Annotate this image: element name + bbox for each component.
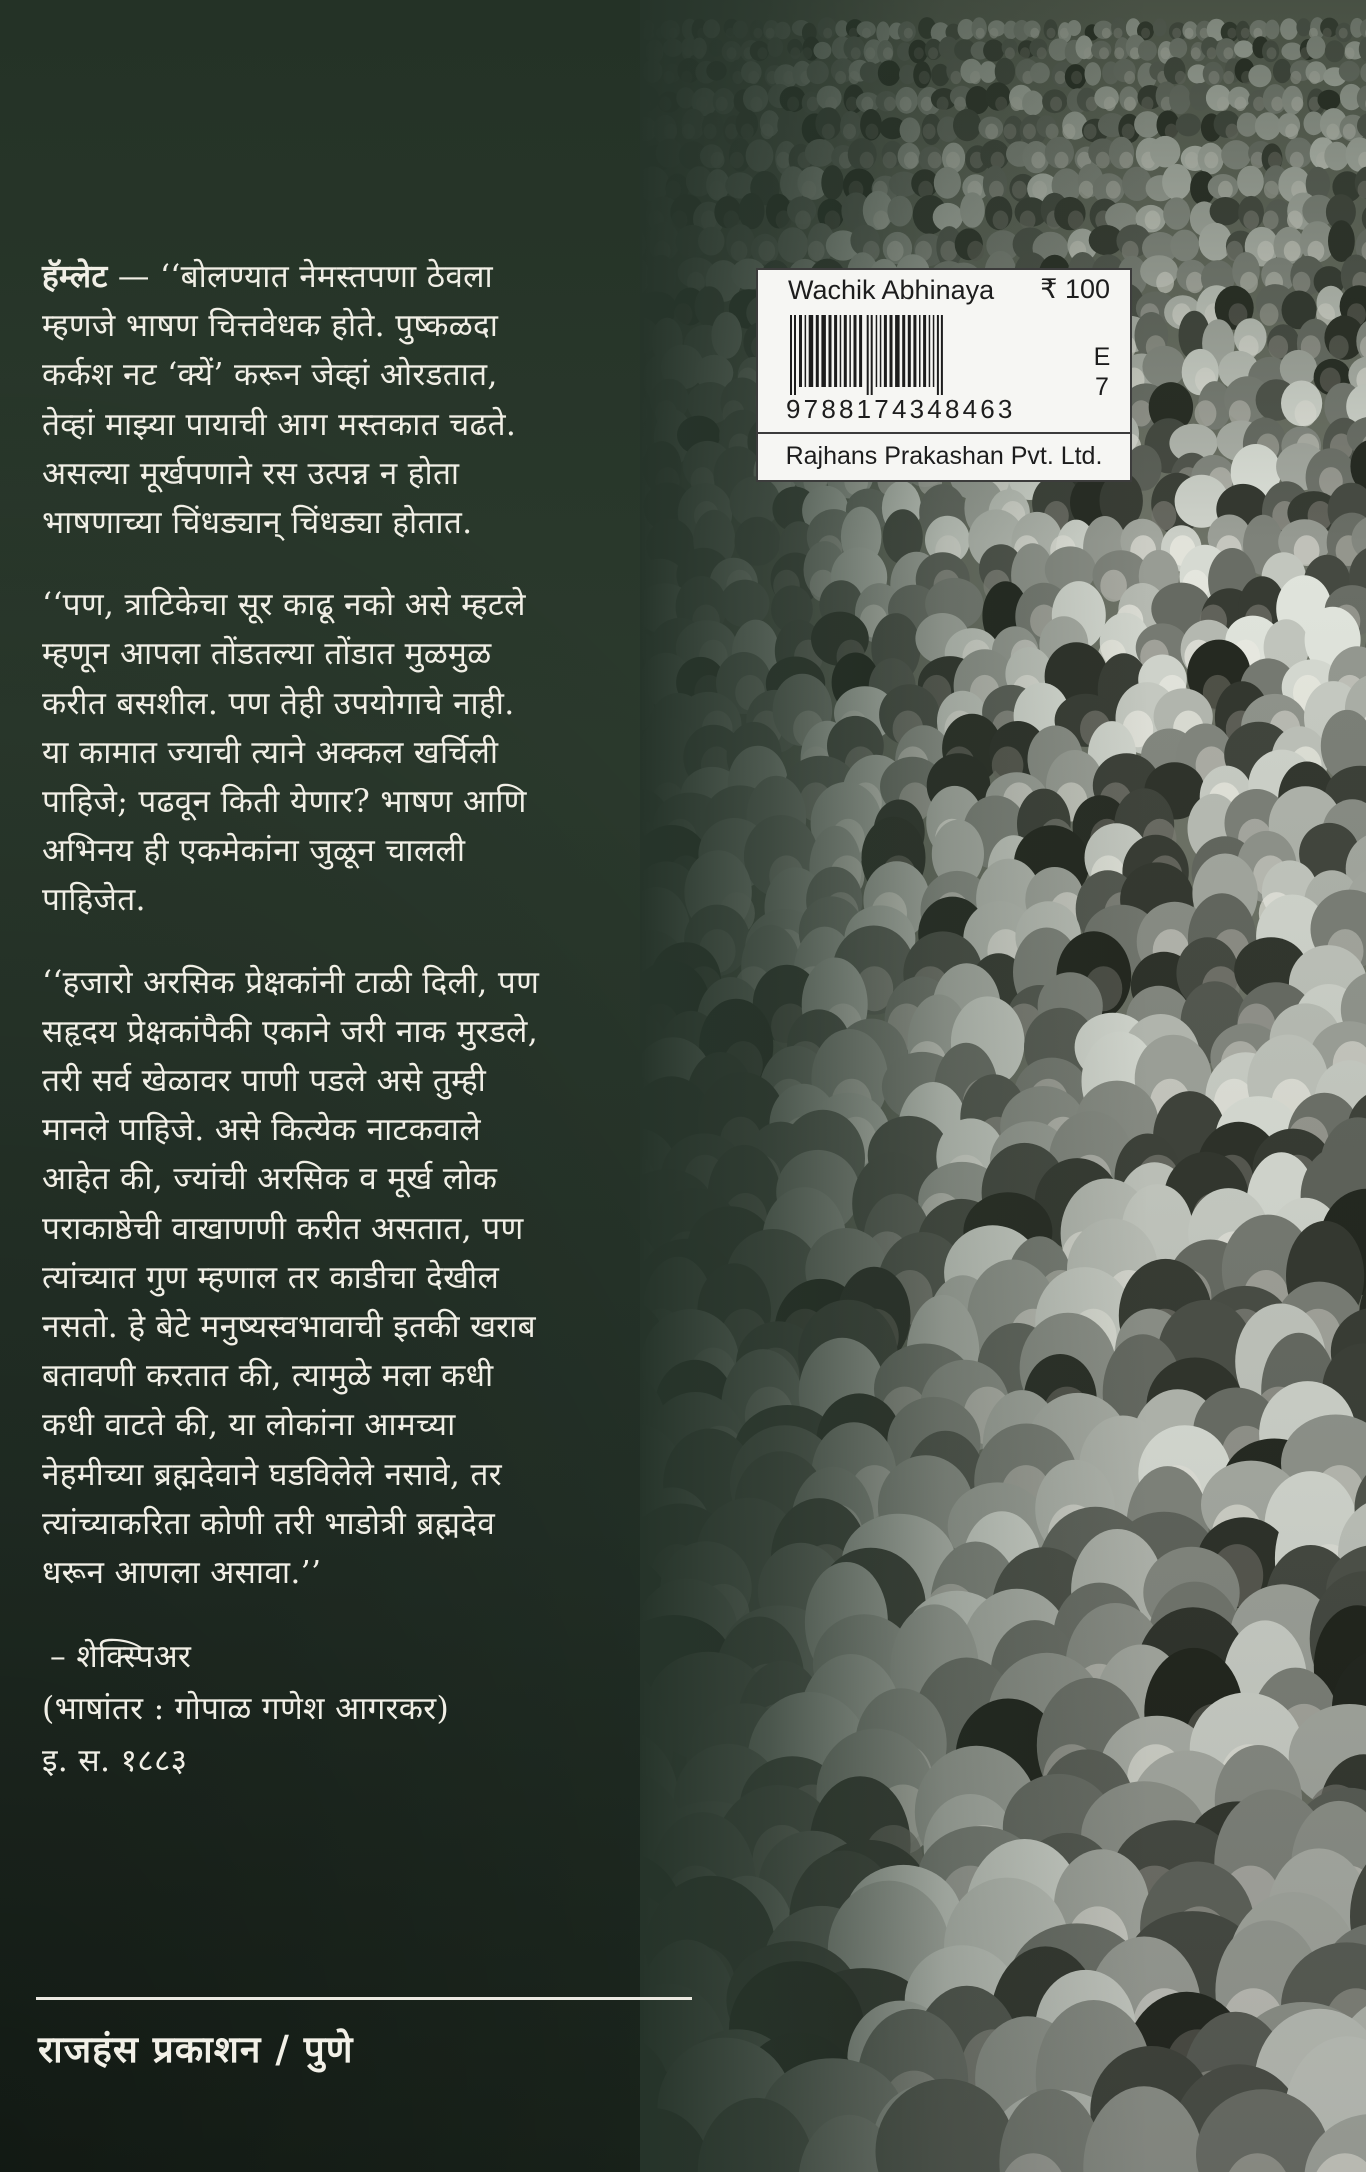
- sticker-publisher: Rajhans Prakashan Pvt. Ltd.: [785, 442, 1103, 470]
- barcode-bar: [937, 315, 939, 395]
- barcode-bar: [821, 315, 826, 387]
- barcode-bar: [876, 315, 878, 387]
- barcode-bar: [854, 315, 857, 387]
- quote-paragraph-1: [42, 252, 732, 548]
- author-name: – शेक्स्पिअर: [50, 1639, 192, 1676]
- barcode-bar: [871, 315, 873, 395]
- barcode-bar: [805, 315, 807, 387]
- sticker-book-title: Wachik Abhinaya: [788, 275, 995, 305]
- isbn-number: 9788174348463: [786, 394, 1016, 424]
- barcode-bar: [859, 315, 862, 387]
- barcode-bar: [829, 315, 832, 387]
- quote-paragraph-2: ‘‘पण, त्राटिकेचा सूर काढू नको असे म्हटले म्हणून आपला तोंडतल्या तोंडात मुळमुळ करीत बसशील. पण तेही उपयोगाचे नाही. या कामात ज्याची त्याने अक्कल खर्चिली पाहिजे; पढवून किती येणार? भाषण आणि अभिनय ही एकमेकांना जुळून चालली पाहिजेत.: [42, 587, 527, 919]
- translator-credit: (भाषांतर : गोपाळ गणेश आगरकर): [42, 1691, 450, 1728]
- sticker-code: [1090, 342, 1114, 402]
- barcode-bar: [895, 315, 900, 387]
- barcode-bar: [890, 315, 893, 387]
- barcode-icon: [786, 315, 1072, 395]
- quote-speaker: हॅम्लेट: [42, 258, 108, 295]
- barcode-bar: [816, 315, 819, 387]
- barcode-bar: [790, 315, 792, 395]
- attribution: [42, 1631, 732, 1787]
- barcode-bar: [902, 315, 905, 387]
- barcode-bar: [794, 315, 796, 395]
- quote-paragraph-3: ‘‘हजारो अरसिक प्रेक्षकांनी टाळी दिली, पण सहृदय प्रेक्षकांपैकी एकाने जरी नाक मुरडले, तरी सर्व खेळावर पाणी पडले असे तुम्ही मानले पाहिजे. असे कित्येक नाटकवाले आहेत की, ज्यांची अरसिक व मूर्ख लोक पराकाष्ठेची वाखाणणी करीत असतात, पण त्यांच्यात गुण म्हणाल तर काडीचा देखील नसतो. हे बेटे मनुष्यस्वभावाची इतकी खराब बतावणी करतात की, त्यामुळे मला कधी कधी वाटते की, या लोकांना आमच्या नेहमीच्या ब्रह्मदेवाने घडविलेले नसावे, तर त्यांच्याकरिता कोणी तरी भाडोत्री ब्रह्मदेव धरून आणला असावा.’’: [42, 964, 540, 1592]
- publisher-imprint: राजहंस प्रकाशन / पुणे: [38, 2027, 354, 2071]
- barcode-bar: [799, 315, 802, 387]
- barcode-bar: [867, 315, 869, 395]
- barcode-bar: [809, 315, 814, 387]
- barcode-bar: [929, 315, 931, 387]
- sticker-code-number: 7: [1095, 373, 1109, 401]
- barcode-bar: [908, 315, 911, 387]
- barcode-bar: [923, 315, 926, 387]
- barcode-bar: [849, 315, 851, 387]
- barcode-bar: [933, 315, 935, 387]
- translation-year: इ. स. १८८३: [42, 1743, 188, 1780]
- barcode-bar: [919, 315, 921, 387]
- barcode-bar: [880, 315, 882, 387]
- barcode-bar: [844, 315, 847, 387]
- sticker-code-letter: E: [1093, 343, 1111, 371]
- barcode-bar: [941, 315, 943, 395]
- barcode-bar: [913, 315, 916, 387]
- barcode-bar: [834, 315, 837, 387]
- back-cover-text: [42, 252, 732, 1787]
- barcode-sticker: [756, 268, 1132, 482]
- barcode-bar: [884, 315, 887, 387]
- footer-rule: [36, 1997, 692, 2000]
- sticker-price: ₹ 100: [1040, 274, 1110, 304]
- barcode-bar: [840, 315, 842, 387]
- sticker-divider: [758, 432, 1130, 434]
- quote-paragraph-1-body: — ‘‘बोलण्यात नेमस्तपणा ठेवला म्हणजे भाषण चित्तवेधक होते. पुष्कळदा कर्कश नट ‘क्यें’ करून जेव्हां ओरडतात, तेव्हां माझ्या पायाची आग मस्तकात चढते. असल्या मूर्खपणाने रस उत्पन्न न होता भाषणाच्या चिंधड्यान् चिंधड्या होतात.: [42, 259, 517, 542]
